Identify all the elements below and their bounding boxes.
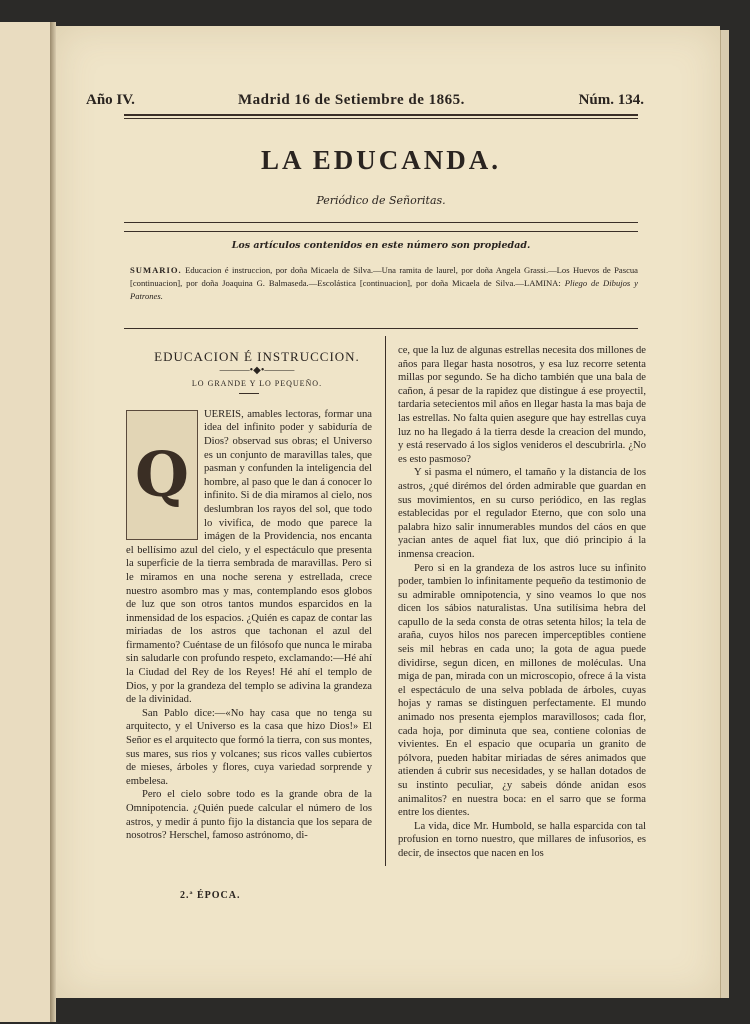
issue-number: Núm. 134. xyxy=(578,92,644,108)
left-page-edge xyxy=(0,22,53,1022)
issue-date: Madrid 16 de Setiembre de 1865. xyxy=(238,92,465,108)
header-rule-top xyxy=(124,114,638,116)
paragraph: San Pablo dice:—«No hay casa que no tenga su arquitecto, y el Universo es la casa que hizo Dios!» El Señor es el arquitecto que formó la tierra, con sus montes, sus mares, sus rios y volcanes; sus ricos valles cubiertos de mieses, árboles y flores, cuya variedad sorprende y embelesa. xyxy=(126,707,372,787)
paragraph: Pero el cielo sobre todo es la grande obra de la Omnipotencia. ¿Quién puede calcular el número de los astros, y medir á punto fijo la distancia que los separa de nosotros? Herschel, famoso astrónomo, di- xyxy=(126,789,372,842)
illuminated-initial: Q xyxy=(126,410,198,540)
issue-year: Año IV. xyxy=(86,92,135,108)
paragraph: ce, que la luz de algunas estrellas necesita dos millones de años para llegar hasta nosotros, y esa luz recorre setenta millas por segundo. Se ha dicho también que una bala de cañon, á pesar de la rapidez que distingue á ese proyectil, tardaria setecientos mil años en llegar hasta la mas baja de las estrellas. No falta quien asegure que hay estrellas cuya luz no ha llegado á la tierra desde la creacion del mundo, y está reservado á los siglos venideros el descubrirla. ¿No es esto pasmoso? xyxy=(398,345,646,465)
summary-lamina: Pliego de Dibujos y Patrones. xyxy=(130,278,638,301)
paragraph: La vida, dice Mr. Humbold, se halla esparcida con tal profusion en torno nuestro, que millares de infusorios, es decir, de insectos que nacen en los xyxy=(398,820,646,859)
column-divider xyxy=(385,336,386,866)
page-edge xyxy=(720,30,729,998)
article-title: EDUCACION É INSTRUCCION. xyxy=(154,349,360,364)
section-rule xyxy=(239,393,259,394)
property-notice: Los artículos contenidos en este número son propiedad. xyxy=(231,240,531,251)
ornament-divider: ———•◆•——— xyxy=(219,364,295,376)
article-column-left xyxy=(126,350,372,843)
masthead-subtitle: Periódico de Señoritas. xyxy=(316,194,446,207)
masthead-rule xyxy=(124,222,638,223)
summary-text: Educacion é instruccion, por doña Micaela de Silva.—Una ramita de laurel, por doña Angela Grassi.—Los Huevos de Pascua [continuacion], por doña Joaquina G. Balmaseda.—Escolástica [continuacion], por doña Micaela de Silva.—LAMINA: xyxy=(130,265,638,288)
paragraph: UEREIS, amables lectoras, formar una idea del infinito poder y sabiduría de Dios? observad sus obras; el Universo es un conjunto de maravillas tales, que pasman y confunden la inteligencia del hombre, al paso que le dan á conocer lo infinito. Si de dia miramos al cielo, nos deslumbran los rayos del sol, que todo lo vivifica, de modo que parece la imágen de la Providencia, nos encanta el bellísimo azul del cielo, y el espectáculo que presenta la superficie de la tierra sembrada de maravillas. Pero si le miramos en una noche serena y estrellada, crece nuestro asombro mas y mas, contemplando esos globos de luz que son otros tantos mundos esparcidos en la inmensidad de los espacios. ¿Quién es capaz de contar las miriadas de los astros que tachonan el azul del firmamento? Cuéntase de un filósofo que nunca le miraba sin saludarle con profundo respeto, exclamando:—Hé ahí la Ciudad del Rey de los Reyes! Hé ahí el templo de Dios, y por la grandeza del templo se adivina la grandeza de la divinidad. xyxy=(126,408,372,706)
section-title: LO GRANDE Y LO PEQUEÑO. xyxy=(191,379,323,389)
summary-label: SUMARIO. xyxy=(130,265,182,275)
summary-block xyxy=(130,264,638,303)
header-rule-bottom xyxy=(124,118,638,119)
summary-rule xyxy=(124,328,638,329)
paragraph: Pero si en la grandeza de los astros luce su infinito poder, tambien lo infinitamente pequeño da testimonio de su admirable omnipotencia, y sino veamos lo que nos dicen los sábios naturalistas. Una sutilísima hebra del capullo de la seda consta de otras setenta hilos; la tela de araña, cuyos hilos nos parecen imperceptibles contiene seis mil hebras en cada uno; la gota de agua puede dividirse, segun dicen, en millones de moléculas. Una miga de pan, mirada con un microscopio, ofrece á la vista el espectáculo de una selva poblada de árboles, cuyas hojas y ramas se distinguen perfectamente. El mundo animado nos presenta ejemplos maravillosos; cada flor, cada hoja, por diminuta que sea, contiene colonias de vivientes. En el espacio que ocuparia un granito de pólvora, pueden habitar miriadas de séres animados que atienden á cubrir sus necesidades, y se hallan dotados de su instinto peculiar, ¿y sabeis dónde anidan esos animalitos? en nuestra boca: en el sarro que se forma entre los dientes. xyxy=(398,562,646,819)
masthead-title: LA EDUCANDA. xyxy=(260,145,502,175)
epoch-footer: 2.ª ÉPOCA. xyxy=(180,890,241,901)
notice-rule xyxy=(124,231,638,232)
article-column-right xyxy=(398,344,646,861)
paragraph: Y si pasma el número, el tamaño y la distancia de los astros, ¿qué dirémos del órden admirable que guardan en sus movimientos, en su curso periódico, en las reglas establecidas por el regulador Eterno, que con solo una palabra hizo salir innumerables mundos del cáos en que yacian antes de aquel fiat lux, que dió principio á la inmensa creacion. xyxy=(398,467,646,560)
